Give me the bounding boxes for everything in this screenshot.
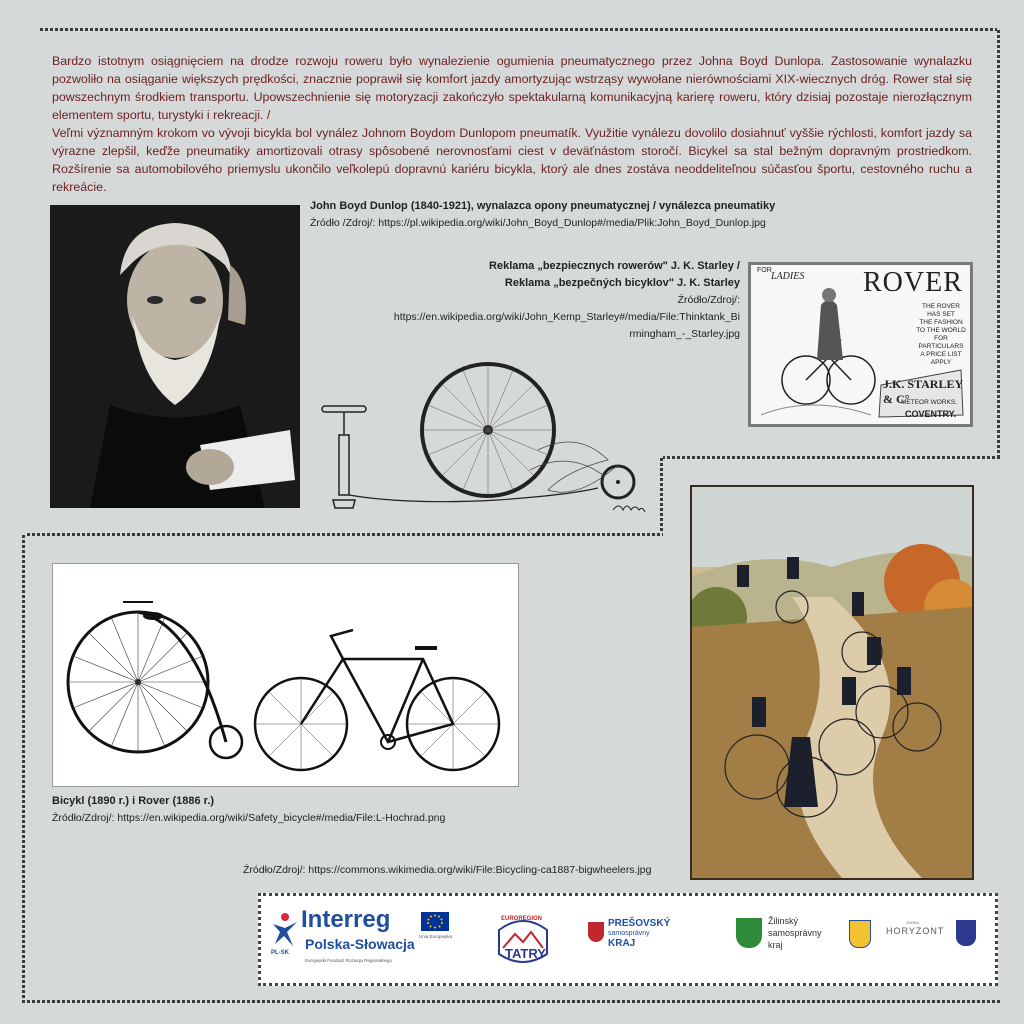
gmina-crest-icon [849, 920, 871, 948]
starley-caption-line2: Reklama „bezpečných bicyklov" J. K. Starley [504, 277, 740, 289]
bicycles-caption [52, 793, 445, 827]
intro-text [52, 52, 972, 196]
interreg-title: Interreg [301, 906, 391, 933]
rover-maker: J.K. STARLEY & C° [883, 377, 963, 406]
last-crest-icon [956, 920, 976, 946]
frame-top [40, 28, 1000, 31]
bicycles-source: Źródło/Zdroj/: https://en.wikipedia.org/wiki/Safety_bicycle#/media/File:L-Hochrad.png [52, 812, 446, 824]
starley-caption [360, 258, 740, 343]
frame-left [22, 533, 25, 1003]
rover-lines [913, 303, 969, 367]
rover-line-6: A PRICE LIST [920, 351, 962, 358]
rover-city: COVENTRY. [905, 409, 957, 419]
frame-middle [22, 533, 663, 536]
rover-line-7: APPLY [930, 359, 952, 366]
eu-flag-icon [421, 912, 449, 931]
bicycles-caption-title: Bicykl (1890 r.) i Rover (1886 r.) [52, 795, 215, 807]
rover-line-3: THE FASHION [919, 319, 963, 326]
horyzont-top: GMINA [906, 920, 920, 925]
tatry-euroregion: EUROREGION [501, 916, 543, 922]
presov-line2: samosprávny [608, 930, 650, 937]
dunlop-portrait [50, 205, 300, 508]
logos-bar [258, 893, 998, 986]
starley-source-url2: rmingham_-_Starley.jpg [629, 328, 740, 340]
eu-stars [421, 912, 449, 931]
starley-source-url1: https://en.wikipedia.org/wiki/John_Kemp_Starley#/media/File:Thinktank_Bi [393, 311, 740, 323]
bicycling-painting-scene [692, 487, 972, 878]
dunlop-source: Źródło /Zdroj/: https://pl.wikipedia.org/wiki/John_Boyd_Dunlop#/media/Plik:John_Boyd_Dunlop.jpg [310, 217, 766, 229]
rover-advertisement [748, 262, 973, 427]
frame-step-top [662, 456, 1000, 459]
rover-ladies: LADIES [771, 271, 805, 282]
bicycles-drawing [53, 564, 518, 786]
pump-tyre-sketch [318, 360, 663, 525]
interreg-fund: Europejski Fundusz Rozwoju Regionalnego [305, 958, 393, 963]
starley-caption-line1: Reklama „bezpiecznych rowerów" J. K. Starley / [489, 260, 740, 272]
interreg-figure-icon [271, 912, 299, 948]
interreg-program: Polska-Słowacja [305, 936, 415, 952]
intro-slovak: Veľmi významným krokom vo vývoji bicykla bol vynález Johnom Boydom Dunlopom pneumatík. Využitie vynálezu dovolilo dosiahnuť vyššie rýchlosti, komfort jazdy sa výrazne zlepšil, keďže pneumatiky amortizovali otrasy spôsobené nerovnosťami ciest v deväťnástom storočí. Bicykel sa stal bežným dopravným prostriedkom. Rozšírenie sa automobilového priemyslu ukončilo veľkolepú dopravnú kariéru bicykla, ktorý ale dnes zostáva neoddeliteľnou súčasťou športu, cestovného ruchu a rekreácie. [52, 126, 972, 194]
painting-source: Źródło/Zdroj/: https://commons.wikimedia.org/wiki/File:Bicycling-ca1887-bigwheelers.jpg [243, 864, 652, 876]
dunlop-caption [310, 198, 775, 232]
presov-crest-icon [588, 922, 604, 942]
rover-line-1: THE ROVER [922, 303, 960, 310]
zilina-line1: Žilinský [768, 916, 799, 926]
presov-logo [588, 918, 688, 958]
starley-source-label: Źródło/Zdroj/: [677, 294, 740, 306]
dunlop-caption-title: John Boyd Dunlop (1840-1921), wynalazca opony pneumatycznej / vynálezca pneumatiky [310, 200, 776, 212]
tatry-name: TATRY [505, 946, 546, 961]
rover-line-4: TO THE WORLD [916, 327, 966, 334]
rover-line-2: HAS SET [927, 311, 955, 318]
bicycling-painting [690, 485, 974, 880]
presov-line3: KRAJ [608, 938, 636, 949]
zilina-line2: samosprávny [768, 928, 822, 938]
intro-polish: Bardzo istotnym osiągnięciem na drodze rozwoju roweru było wynalezienie ogumienia pneumatycznego przez Johna Boyd Dunlopa. Zastosowanie wynalazku pozwoliło na osiąganie większych prędkości, znacznie poprawił się komfort jazdy amortyzując wstrząsy wywołane nierównościami XIX-wiecznych dróg. Rower stał się powszechnym środkiem transportu. Upowszechnienie się motoryzacji zakończyło spektakularną komunikacyjną karierę roweru, który dzisiaj pozostaje nierozłącznym elementem sportu, turystyki i rekreacji. / [52, 54, 972, 122]
presov-line1: PREŠOVSKÝ [608, 918, 671, 929]
frame-bottom [22, 1000, 1002, 1003]
frame-right [997, 28, 1000, 458]
rover-title: ROVER [863, 267, 963, 298]
dunlop-portrait-drawing [50, 205, 300, 508]
zilina-line3: kraj [768, 940, 783, 950]
interreg-logo [269, 906, 454, 974]
bicycles-illustration [52, 563, 519, 787]
horyzont-name: HORYZONT [886, 926, 945, 936]
zilina-logo [736, 916, 826, 966]
rover-line-5: FOR PARTICULARS [918, 335, 964, 350]
horyzont-logo [886, 920, 946, 950]
euroregion-tatry-logo [493, 908, 553, 972]
rover-for: FOR [757, 267, 772, 274]
rover-works: METEOR WORKS, [901, 399, 957, 406]
zilina-crest-icon [736, 918, 762, 948]
eu-label: Unia Europejska [419, 934, 453, 939]
interreg-plsk: PL-SK [271, 950, 289, 956]
